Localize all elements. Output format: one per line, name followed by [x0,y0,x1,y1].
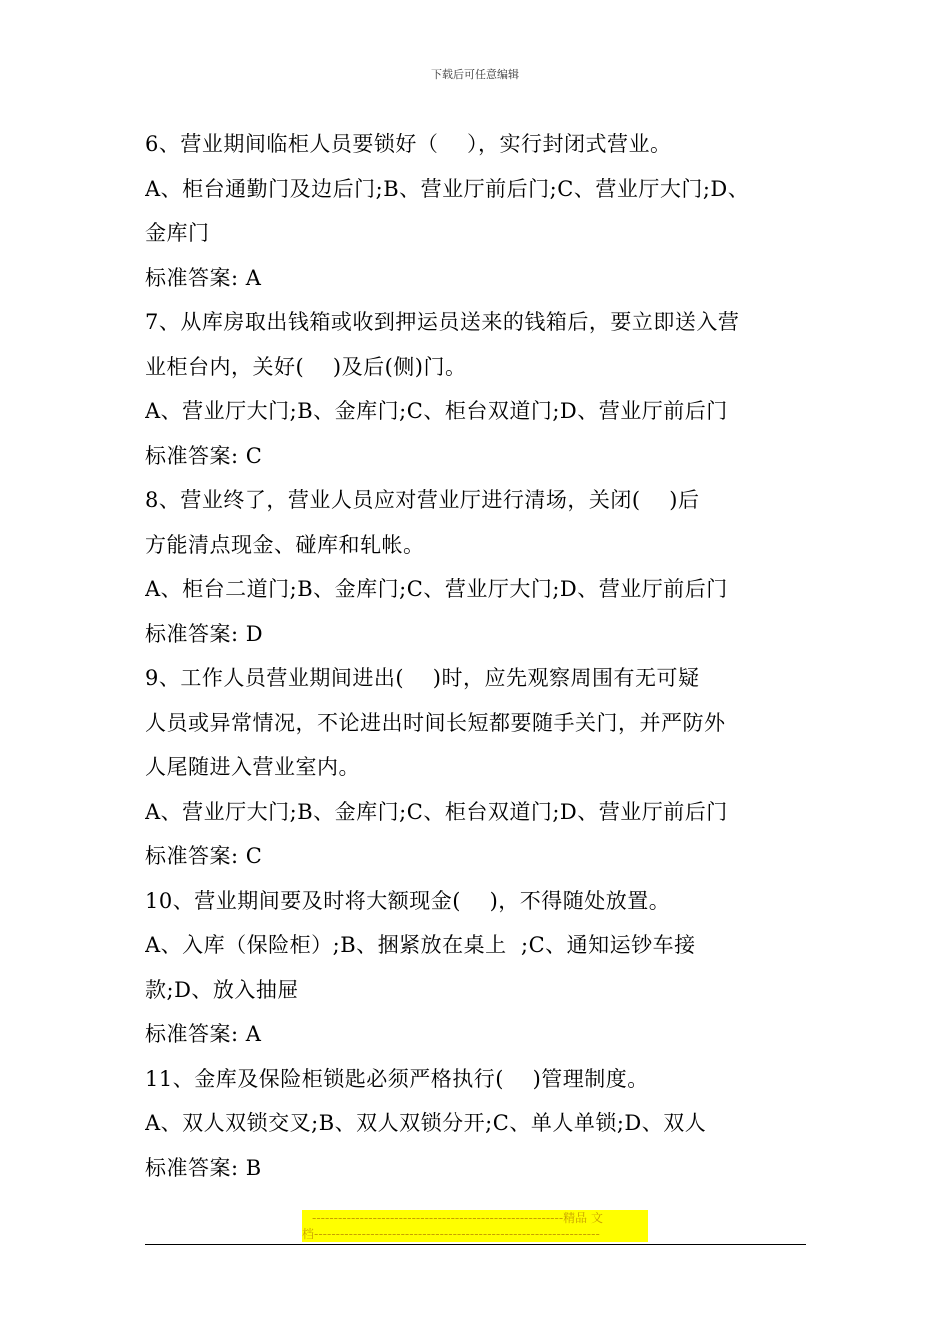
footer-row-1: ----------------------------------------------------------精品 文 [312,1211,603,1225]
question-10-answer: 标准答案: A [145,1022,262,1046]
header-note: 下载后可任意编辑 [431,68,519,81]
question-7-answer: 标准答案: C [145,443,263,468]
question-10-text: 10、营业期间要及时将大额现金( )，不得随处放置。 [145,888,671,913]
question-6-options-cont: 金库门 [145,221,210,245]
question-7-options: A、营业厅大门;B、金库门;C、柜台双道门;D、营业厅前后门 [145,399,728,423]
question-9-answer: 标准答案: C [145,844,263,868]
footer-divider [145,1244,806,1245]
question-8-text: 8、营业终了，营业人员应对营业厅进行清场，关闭( )后 [145,488,700,512]
question-6-text: 6、营业期间临柜人员要锁好（ ），实行封闭式营业。 [145,132,672,156]
footer-watermark [302,1210,648,1242]
question-6-options: A、柜台通勤门及边后门;B、营业厅前后门;C、营业厅大门;D、 [145,176,750,201]
question-10-options-cont: 款;D、放入抽屉 [145,977,299,1002]
question-10-options: A、入库（保险柜）;B、捆紧放在桌上 ;C、通知运钞车接 [145,933,696,957]
footer-row-2: 档------------------------------------------------------------------ [302,1227,600,1241]
question-11-answer: 标准答案: B [145,1155,262,1180]
question-8-answer: 标准答案: D [145,621,264,646]
document-body [145,122,810,1190]
question-8-text-cont: 方能清点现金、碰库和轧帐。 [145,532,425,557]
question-9-text-cont-2: 人尾随进入营业室内。 [145,755,360,779]
question-7-text-cont: 业柜台内，关好( )及后(侧)门。 [145,354,467,379]
question-7-text: 7、从库房取出钱箱或收到押运员送来的钱箱后，要立即送入营 [145,310,740,334]
question-11-options: A、双人双锁交叉;B、双人双锁分开;C、单人单锁;D、双人 [145,1111,707,1135]
question-9-text-cont: 人员或异常情况，不论进出时间长短都要随手关门，并严防外 [145,710,726,735]
question-11-text: 11、金库及保险柜锁匙必须严格执行( )管理制度。 [145,1066,649,1091]
question-9-options: A、营业厅大门;B、金库门;C、柜台双道门;D、营业厅前后门 [145,799,728,824]
question-6-answer: 标准答案: A [145,265,262,290]
question-9-text: 9、工作人员营业期间进出( )时，应先观察周围有无可疑 [145,666,700,690]
question-8-options: A、柜台二道门;B、金库门;C、营业厅大门;D、营业厅前后门 [145,577,728,601]
